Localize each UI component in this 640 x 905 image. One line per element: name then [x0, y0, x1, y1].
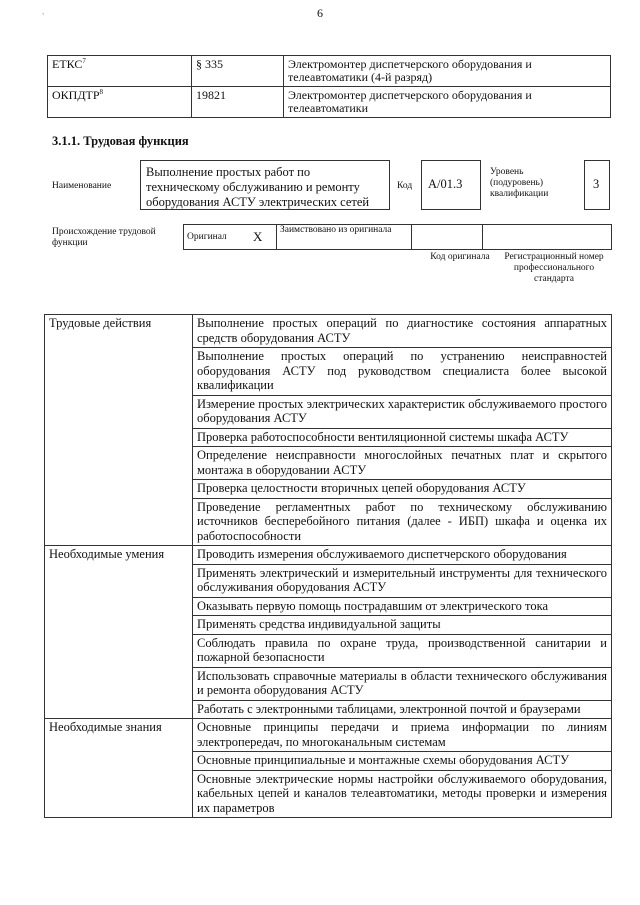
code-label: Код — [397, 181, 413, 191]
borrowed-label: Заимствовано из оригинала — [277, 225, 412, 250]
page-number: 6 — [317, 6, 323, 20]
reg-number-caption: Регистрационный номер профессионального стандарта — [504, 252, 604, 284]
section-item: Проведение регламентных работ по техническому обслуживанию источников бесперебойного питания (далее - ИБП) шкафа и оценка их работоспособности — [193, 498, 612, 546]
section-item: Оказывать первую помощь пострадавшим от электрического тока — [193, 597, 612, 616]
table-row — [48, 56, 611, 87]
section-item: Работать с электронными таблицами, электронной почтой и браузерами — [193, 700, 612, 719]
table-row — [184, 225, 612, 250]
section-item: Проводить измерения обслуживаемого диспетчерского оборудования — [193, 546, 612, 565]
reg-number-cell — [483, 225, 612, 250]
codes-table — [47, 55, 611, 118]
code-original-cell — [412, 225, 483, 250]
title-cell: Электромонтер диспетчерского оборудования и телеавтоматики — [284, 87, 611, 118]
function-name-box: Выполнение простых работ по техническому обслуживанию и ремонту оборудования АСТУ электрических сетей — [140, 160, 390, 210]
section-category: Необходимые умения — [45, 546, 193, 719]
title-cell: Электромонтер диспетчерского оборудования и телеавтоматики (4-й разряд) — [284, 56, 611, 87]
table-row — [48, 87, 611, 118]
corner-mark: ` — [42, 12, 45, 21]
section-item: Основные электрические нормы настройки обслуживаемого оборудования, кабельных цепей и каналов телеавтоматики, методы проверки и измерения их параметров — [193, 770, 612, 818]
section-item: Измерение простых электрических характеристик обслуживаемого простого оборудования АСТУ — [193, 395, 612, 428]
section-item: Применять средства индивидуальной защиты — [193, 616, 612, 635]
section-item: Проверка целостности вторичных цепей оборудования АСТУ — [193, 480, 612, 499]
name-label: Наименование — [52, 181, 112, 191]
section-category: Трудовые действия — [45, 315, 193, 546]
number-cell: § 335 — [192, 56, 284, 87]
section-item: Выполнение простых операций по диагностике состояния аппаратных средств оборудования АСТУ — [193, 315, 612, 348]
section-category: Необходимые знания — [45, 719, 193, 818]
table-row — [45, 719, 612, 752]
origin-label: Происхождение трудовой функции — [52, 227, 156, 248]
section-item: Проверка работоспособности вентиляционной системы шкафа АСТУ — [193, 428, 612, 447]
section-item: Определение неисправности многослойных печатных плат и скрытого монтажа в оборудовании АСТУ — [193, 447, 612, 480]
original-mark: X — [250, 225, 277, 250]
code-box: А/01.3 — [421, 160, 481, 210]
footnote-mark: 7 — [82, 57, 86, 65]
section-item: Применять электрический и измерительный инструменты для технического обслуживания оборудования АСТУ — [193, 564, 612, 597]
level-label: Уровень (подуровень) квалификации — [490, 167, 549, 199]
table-row — [45, 546, 612, 565]
footnote-mark: 8 — [99, 88, 104, 96]
section-title: 3.1.1. Трудовая функция — [52, 134, 189, 148]
table-row — [45, 315, 612, 348]
origin-table — [183, 224, 612, 250]
level-box: 3 — [584, 160, 610, 210]
section-item: Основные принципы передачи и приема информации по линиям электропередач, по многоканальным системам — [193, 719, 612, 752]
section-item: Использовать справочные материалы в области технического обслуживания и ремонта оборудования АСТУ — [193, 667, 612, 700]
original-label: Оригинал — [184, 225, 251, 250]
code-cell: ОКПДТР$^8$ — [48, 87, 192, 118]
function-details-table — [44, 314, 612, 818]
section-item: Основные принципиальные и монтажные схемы оборудования АСТУ — [193, 752, 612, 771]
code-cell: ЕТКС$^7$ — [48, 56, 192, 87]
section-item: Выполнение простых операций по устранению неисправностей оборудования АСТУ под руководством специалиста более высокой квалификации — [193, 348, 612, 396]
number-cell: 19821 — [192, 87, 284, 118]
code-original-caption: Код оригинала — [430, 252, 490, 262]
section-item: Соблюдать правила по охране труда, производственной санитарии и пожарной безопасности — [193, 634, 612, 667]
